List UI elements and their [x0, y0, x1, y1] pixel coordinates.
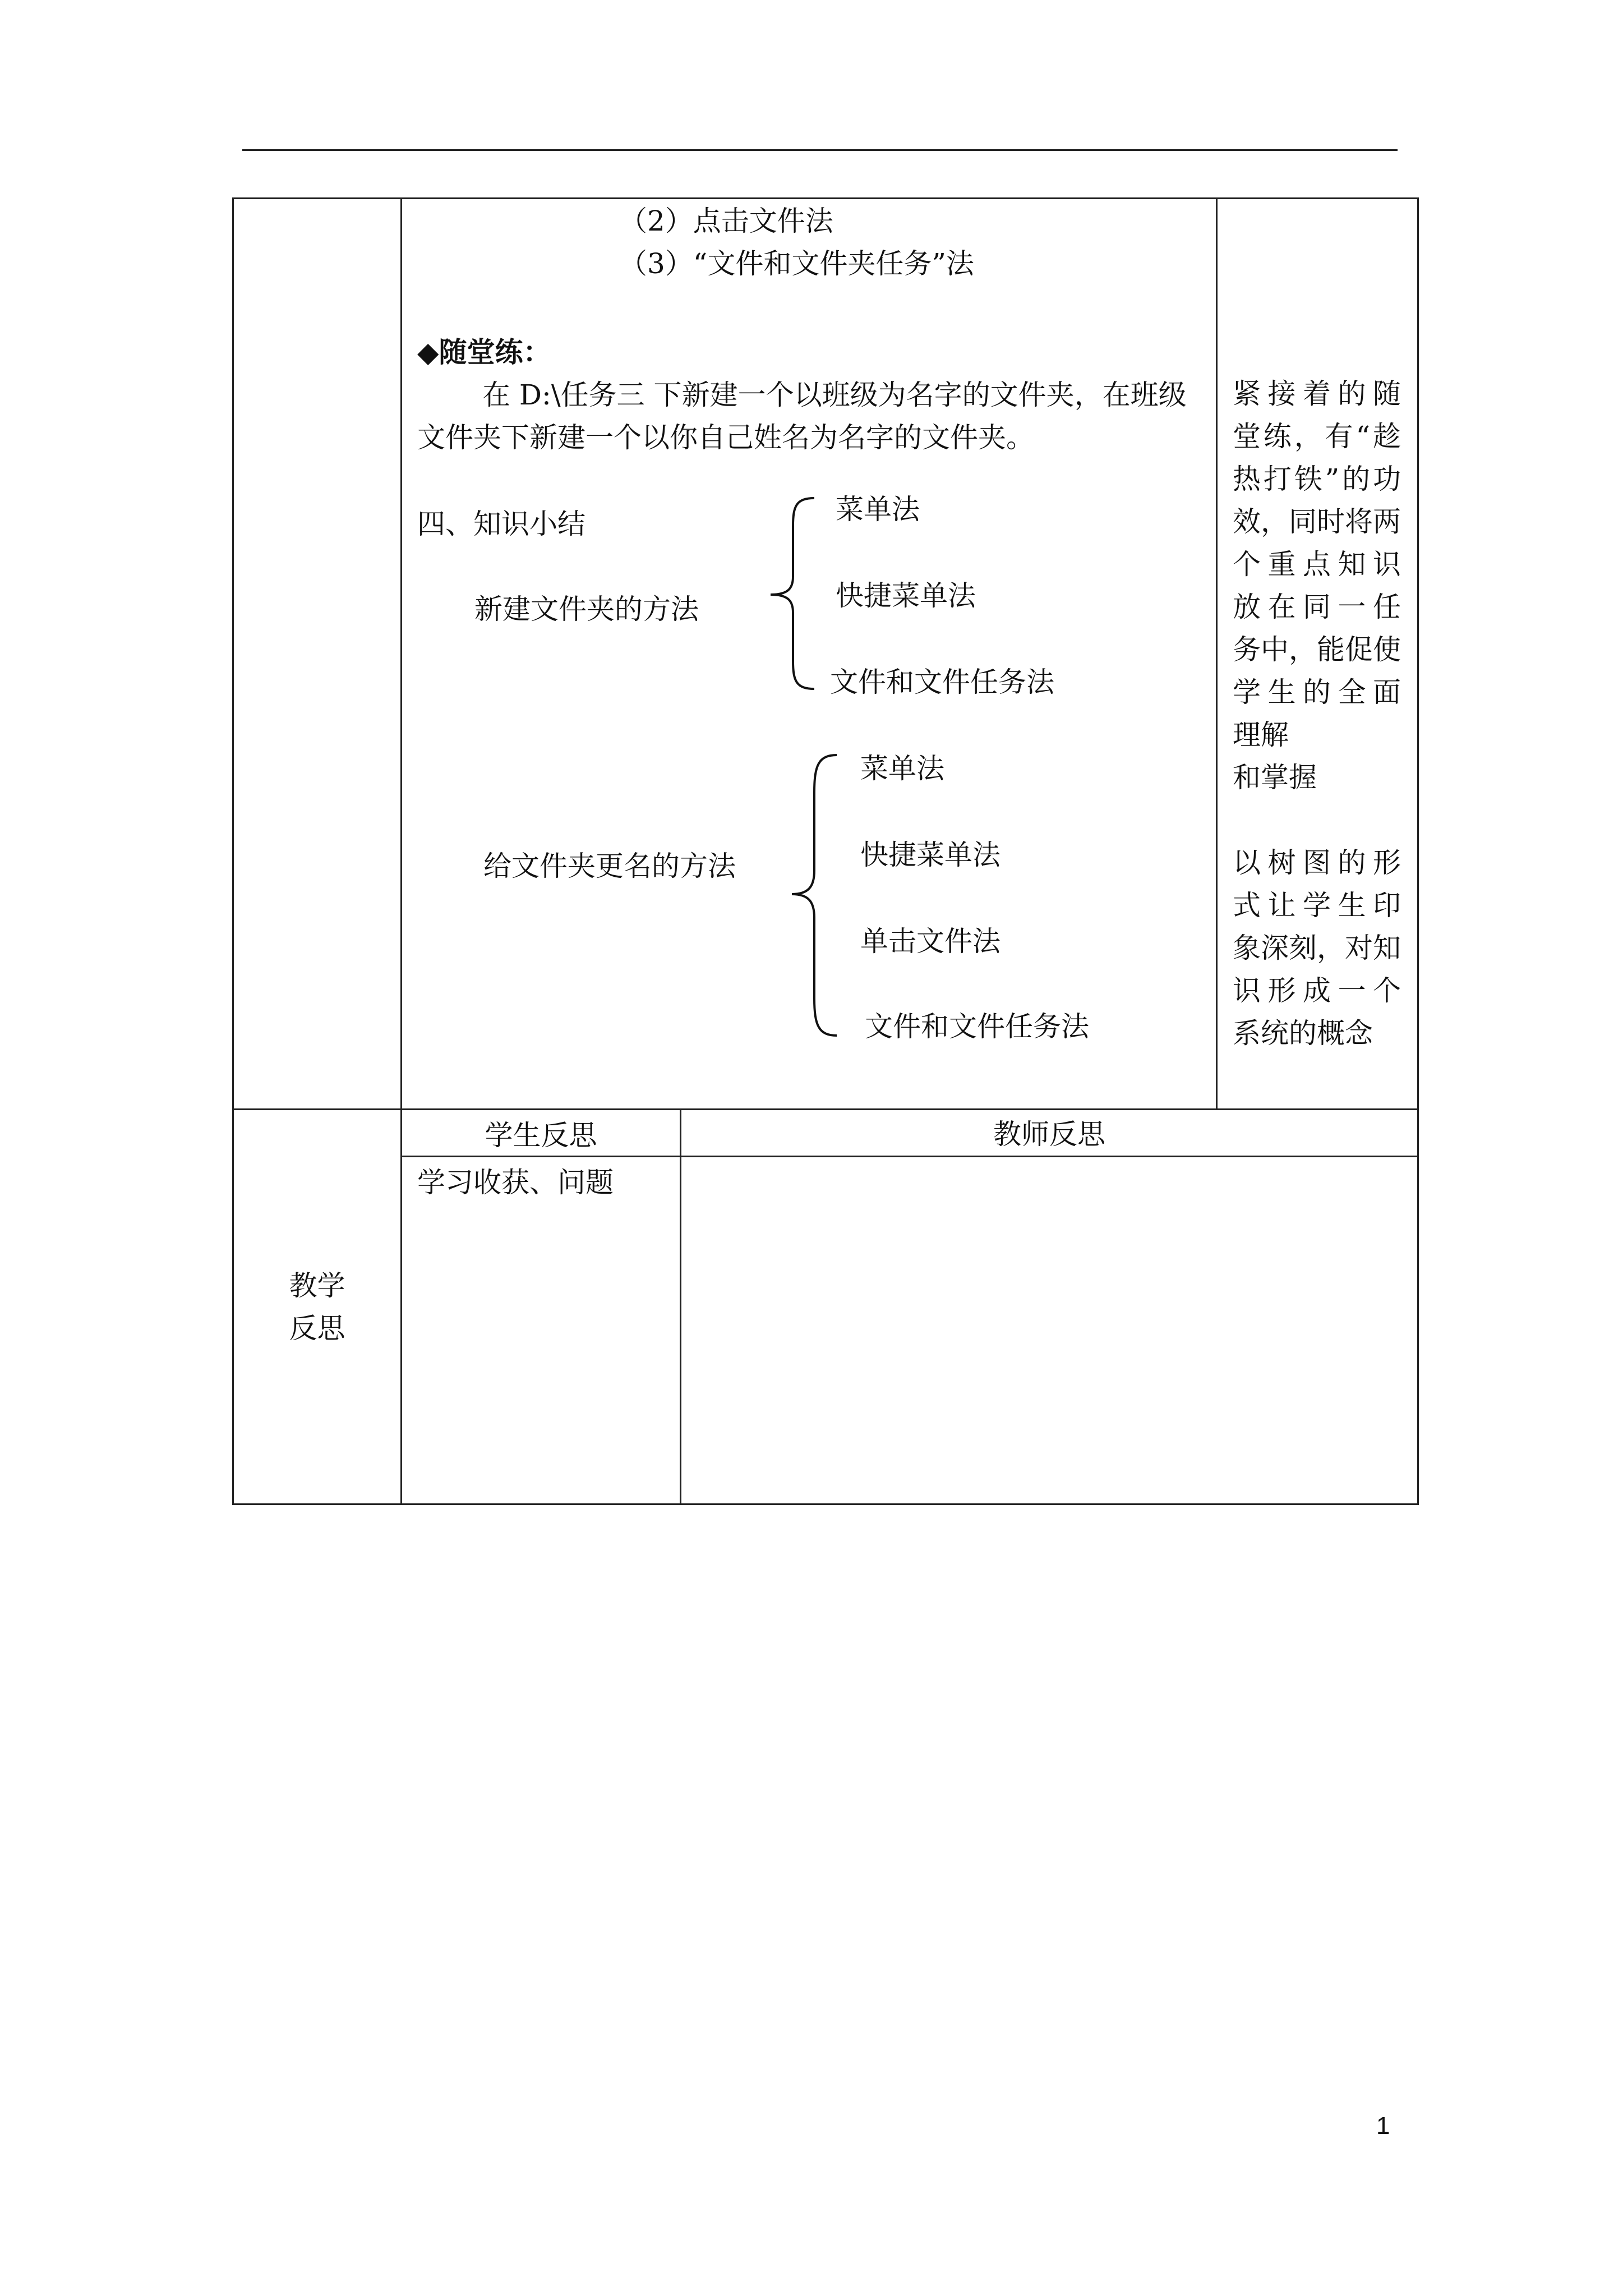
note-line: 识形成一个: [1233, 974, 1401, 1007]
note-line: 系统的概念: [1233, 1017, 1373, 1050]
tree2-branch-task-pane: 文件和文件任务法: [865, 1010, 1089, 1043]
note-line: 理解: [1233, 719, 1289, 751]
note-line: 象深刻，对知: [1233, 932, 1401, 964]
table-right-border: [1417, 197, 1419, 1505]
tree2-brace: [786, 749, 842, 1041]
note-line: 学生的全面: [1233, 676, 1401, 708]
tree2-label: 给文件夹更名的方法: [483, 850, 736, 882]
notes-column-divider: [1216, 197, 1218, 1110]
tree2-branch-menu: 菜单法: [860, 752, 944, 785]
note-line: 式让学生印: [1233, 889, 1401, 922]
summary-heading: 四、知识小结: [417, 508, 585, 540]
tree1-branch-task-pane: 文件和文件任务法: [830, 666, 1054, 698]
label-column-divider: [400, 197, 402, 1505]
tree1-label: 新建文件夹的方法: [474, 593, 699, 625]
tree1-branch-menu: 菜单法: [836, 493, 920, 526]
note-line: 堂练，有“趁: [1233, 420, 1401, 453]
tree1-branch-context-menu: 快捷菜单法: [836, 579, 976, 612]
table-top-border: [232, 197, 1419, 199]
student-reflection-header: 学生反思: [485, 1119, 597, 1152]
note-line: 和掌握: [1233, 761, 1317, 794]
method-item-3: （3）“文件和文件夹任务”法: [619, 247, 974, 280]
note-line: 效，同时将两: [1233, 505, 1401, 538]
practice-heading: ◆随堂练：: [417, 335, 551, 369]
practice-text-line-1: 在 D:\任务三 下新建一个以班级为名字的文件夹，在班级: [482, 379, 1187, 411]
note-line: 紧接着的随: [1233, 378, 1401, 410]
practice-text-line-2: 文件夹下新建一个以你自己姓名为名字的文件夹。: [417, 421, 1034, 454]
note-line: 以树图的形: [1233, 846, 1401, 879]
reflection-label-line-1: 教学: [289, 1269, 345, 1302]
tree1-brace: [764, 493, 820, 694]
teacher-reflection-header: 教师反思: [993, 1118, 1105, 1151]
note-line: 热打铁”的功: [1233, 463, 1401, 495]
table-row-divider: [232, 1108, 1419, 1110]
student-reflection-prompt: 学习收获、问题: [417, 1166, 614, 1199]
tree2-branch-context-menu: 快捷菜单法: [860, 839, 1000, 871]
page-number: 1: [1376, 2112, 1390, 2139]
note-line: 务中，能促使: [1233, 633, 1401, 666]
header-rule: [242, 149, 1398, 151]
reflection-label-line-2: 反思: [289, 1312, 345, 1345]
method-item-2: （2）点击文件法: [619, 205, 833, 237]
table-bottom-border: [232, 1503, 1419, 1505]
reflection-column-divider: [680, 1108, 681, 1505]
tree2-branch-click-file: 单击文件法: [860, 925, 1000, 958]
note-line: 个重点知识: [1233, 548, 1401, 581]
note-line: 放在同一任: [1233, 591, 1401, 623]
